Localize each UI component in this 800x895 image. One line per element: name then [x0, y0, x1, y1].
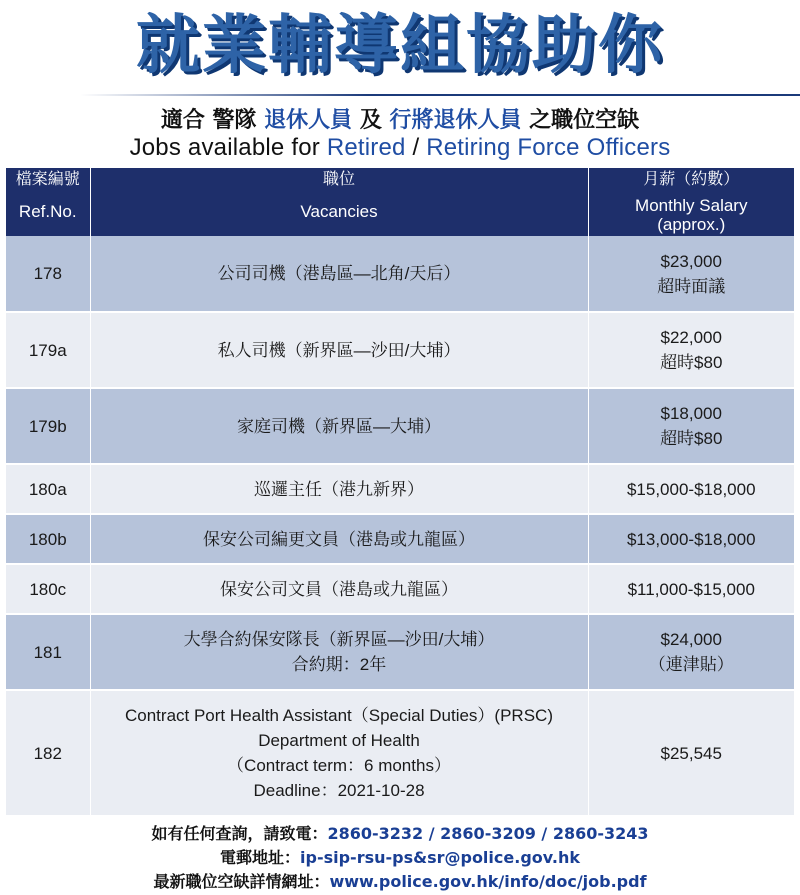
vacancy-line: Contract Port Health Assistant（Special Duties）(PRSC) [125, 706, 553, 725]
vacancy-cell [90, 464, 588, 514]
header-ref [6, 168, 90, 236]
header-vac-en: Vacancies [300, 202, 378, 221]
table-body [6, 236, 794, 816]
salary-line: $24,000 [660, 630, 722, 649]
table-row [6, 564, 794, 614]
vacancy-cell [90, 388, 588, 464]
salary-line: （連津貼） [648, 655, 734, 674]
contact-email-line [0, 846, 800, 870]
subtitle-zh-text-2: 及 [352, 108, 390, 133]
salary-line: $25,545 [660, 743, 722, 763]
subtitle-en-highlight-retired: Retired [326, 134, 406, 161]
vacancy-line: 保安公司編更文員（港島或九龍區） [203, 529, 475, 549]
header-ref-zh: 檔案編號 [15, 171, 80, 188]
phone-numbers[interactable]: 2860-3232 / 2860-3209 / 2860-3243 [327, 824, 649, 843]
vacancy-line: 合約期：2年 [291, 655, 387, 674]
salary-cell [588, 614, 794, 690]
salary-cell [588, 388, 794, 464]
ref-cell: 181 [6, 614, 90, 690]
salary-line: $18,000 [660, 404, 722, 423]
vacancy-cell [90, 614, 588, 690]
header-ref-en: Ref.No. [18, 202, 77, 221]
email-link[interactable]: ip-sip-rsu-ps&sr@police.gov.hk [300, 848, 580, 867]
salary-line: $22,000 [660, 328, 722, 347]
table-row [6, 388, 794, 464]
vacancy-line: 公司司機（港島區—北角/天后） [217, 264, 461, 283]
vacancies-table [6, 168, 794, 817]
contact-phone-line [0, 822, 800, 846]
vacancy-line: （Contract term：6 months） [227, 756, 451, 775]
vacancy-line: 私人司機（新界區—沙田/大埔） [217, 340, 461, 360]
salary-cell [588, 564, 794, 614]
vacancy-line: 家庭司機（新界區—大埔） [237, 416, 441, 436]
vacancy-line: Deadline：2021-10-28 [253, 781, 425, 800]
vacancy-cell [90, 690, 588, 816]
vacancy-line: 巡邏主任（港九新界） [254, 479, 424, 499]
salary-cell [588, 312, 794, 388]
header-sal-en-2: (approx.) [657, 215, 726, 234]
subtitle-zh-highlight-retiring: 行將退休人員 [389, 108, 522, 133]
ref-cell: 180a [6, 464, 90, 514]
subtitle-english [0, 134, 800, 162]
header-sal-zh: 月薪（約數） [643, 171, 740, 188]
header-salary [588, 168, 794, 236]
contact-footer [0, 822, 800, 894]
web-link[interactable]: www.police.gov.hk/info/doc/job.pdf [329, 872, 647, 891]
subtitle-en-text-1: Jobs available for [129, 134, 327, 161]
table-row [6, 614, 794, 690]
ref-cell: 180b [6, 514, 90, 564]
banner [0, 0, 800, 92]
ref-cell: 178 [6, 236, 90, 312]
salary-line: $15,000-$18,000 [626, 479, 756, 499]
vacancy-cell [90, 236, 588, 312]
ref-cell: 180c [6, 564, 90, 614]
email-label: 電郵地址： [220, 848, 301, 867]
salary-cell [588, 514, 794, 564]
table-row [6, 236, 794, 312]
salary-cell [588, 236, 794, 312]
table-row [6, 690, 794, 816]
contact-web-line [0, 870, 800, 894]
header-vac-zh: 職位 [322, 171, 355, 188]
table-row [6, 514, 794, 564]
table-row [6, 312, 794, 388]
header-vacancies [90, 168, 588, 236]
ref-cell: 179a [6, 312, 90, 388]
subtitle-zh-highlight-retired: 退休人員 [264, 108, 353, 133]
subtitle-zh-text-1: 適合 警隊 [160, 108, 265, 133]
salary-cell [588, 464, 794, 514]
salary-line: $23,000 [660, 251, 722, 271]
web-label: 最新職位空缺詳情網址： [153, 872, 330, 891]
subtitle-en-text-2: / [405, 134, 427, 161]
salary-line: 超時$80 [660, 353, 723, 372]
banner-title: 就業輔導組協助你 [136, 9, 664, 83]
vacancy-line: Department of Health [258, 731, 420, 750]
subtitle-zh-text-3: 之職位空缺 [521, 108, 640, 133]
table-row [6, 464, 794, 514]
salary-cell [588, 690, 794, 816]
vacancy-cell [90, 564, 588, 614]
salary-line: 超時$80 [660, 429, 723, 448]
salary-line: $13,000-$18,000 [626, 529, 756, 549]
ref-cell: 179b [6, 388, 90, 464]
vacancy-cell [90, 312, 588, 388]
salary-line: 超時面議 [657, 276, 726, 296]
banner-divider [80, 94, 800, 96]
header-sal-en-1: Monthly Salary [635, 196, 748, 215]
salary-line: $11,000-$15,000 [627, 579, 755, 599]
vacancy-line: 大學合約保安隊長（新界區—沙田/大埔） [183, 630, 495, 649]
table-header [6, 168, 794, 236]
vacancy-line: 保安公司文員（港島或九龍區） [220, 579, 458, 599]
subtitle-chinese [0, 103, 800, 134]
ref-cell: 182 [6, 690, 90, 816]
phone-label: 如有任何查詢，請致電： [151, 824, 328, 843]
vacancy-cell [90, 514, 588, 564]
subtitle-en-highlight-retiring: Retiring Force Officers [426, 134, 671, 161]
